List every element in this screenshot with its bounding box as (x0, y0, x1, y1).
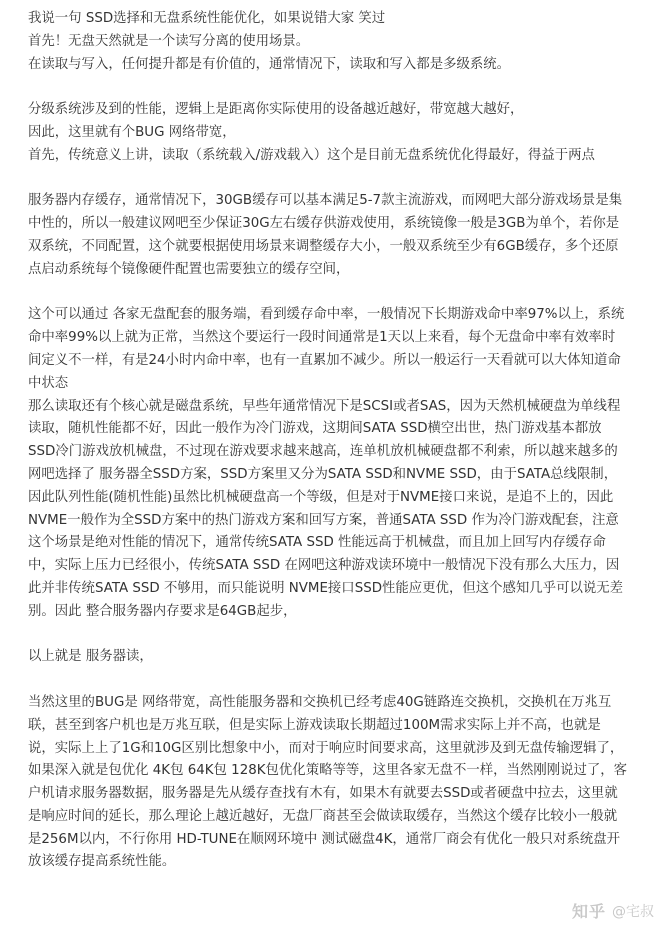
text-line: 中，实际上压力已经很小，传统SATA SSD 在网吧这种游戏读环境中一般情况下没有那么大压力，因 (28, 558, 620, 574)
text-line: 这个场景是绝对性能的情况下，通常传统SATA SSD 性能远高于机械盘，而且加上回写内存缓存命 (28, 535, 606, 551)
text-line: 我说一句 SSD选择和无盘系统性能优化，如果说错大家 笑过 (28, 11, 386, 26)
text-line: 命中率99%以上就为正常，当然这个要运行一段时间通常是1天以上来看，每个无盘命中率有效率时 (28, 330, 616, 346)
text-line: 在读取与写入，任何提升都是有价值的，通常情况下，读取和写入都是多级系统。 (28, 56, 511, 72)
text-line: 首先！无盘天然就是一个读写分离的使用场景。 (28, 33, 310, 49)
paragraph (28, 692, 653, 874)
text-line: 读取，随机性能都不好，因此一般作为冷门游戏，这期间SATA SSD横空出世，热门游戏基本都放 (28, 421, 602, 437)
text-line: 服务器内存缓存，通常情况下，30GB缓存可以基本满足5-7款主流游戏，而网吧大部分游戏场景是集 (28, 193, 623, 209)
paragraph-gap (28, 669, 653, 692)
zhihu-watermark (572, 899, 654, 922)
text-line: NVME一般作为全SSD方案中的热门游戏方案和回写方案，普通SATA SSD 作为冷门游戏配套，注意 (28, 512, 619, 528)
text-line: 说，实际上上了1G和10G区别比想象中小，而对于响应时间要求高，这里就涉及到无盘传输逻辑了， (28, 740, 624, 756)
text-line: 网吧选择了 服务器全SSD方案，SSD方案里又分为SATA SSD和NVME SSD，由于SATA总线限制， (28, 466, 618, 482)
text-line: 以上就是 服务器读， (28, 649, 153, 665)
text-line: 户机请求服务器数据，服务器是先从缓存查找有木有，如果木有就要去SSD或者硬盘中拉去，这里就 (28, 786, 618, 802)
text-line: 联，甚至到客户机也是万兆互联，但是实际上游戏读取长期超过100M需求实际上并不高，也就是 (28, 717, 601, 733)
text-line: 点启动系统每个镜像硬件配置也需要独立的缓存空间， (28, 261, 350, 277)
paragraph-gap (28, 282, 653, 305)
text-line: 首先，传统意义上讲，读取（系统载入/游戏载入）这个是目前无盘系统优化得最好，得益于两点 (28, 147, 595, 163)
text-line: 此并非传统SATA SSD 不够用，而只能说明 NVME接口SSD性能应更优，但这个感知几乎可以说无差 (28, 580, 624, 596)
paragraph (28, 646, 653, 669)
paragraph-gap (28, 76, 653, 99)
text-line: 因此，这里就有个BUG 网络带宽， (28, 124, 236, 140)
text-line: 中性的，所以一般建议网吧至少保证30G左右缓存供游戏使用，系统镜像一般是3GB为单个，若你是 (28, 216, 620, 232)
text-line: 分级系统涉及到的性能，逻辑上是距离你实际使用的设备越近越好，带宽越大越好， (28, 102, 524, 118)
watermark-username: @宅叔 (612, 903, 654, 920)
paragraph (28, 304, 653, 623)
text-line: SSD冷门游戏放机械盘，不过现在游戏要求越来越高，连单机放机械硬盘都不利索，所以越来越多的 (28, 444, 618, 460)
article-body (28, 8, 653, 874)
text-line: 因此队列性能(随机性能)虽然比机械硬盘高一个等级，但是对于NVME接口来说，是追不上的，因此 (28, 489, 614, 505)
text-line: 中状态 (28, 375, 69, 391)
text-line: 当然这里的BUG是 网络带宽，高性能服务器和交换机已经考虑40G链路连交换机，交换机在万兆互 (28, 694, 612, 710)
zhihu-logo: 知乎 (571, 902, 606, 921)
text-line: 是响应时间的延长，那么理论上越近越好，无盘厂商甚至会做读取缓存，当然这个缓存比较小一般就 (28, 808, 618, 824)
text-line: 别。因此 整合服务器内存要求是64GB起步， (28, 603, 297, 619)
paragraph (28, 8, 653, 76)
text-line: 这个可以通过 各家无盘配套的服务端，看到缓存命中率，一般情况下长期游戏命中率97%以上，系统 (28, 307, 625, 323)
paragraph-gap (28, 624, 653, 647)
text-line: 放该缓存提高系统性能。 (28, 854, 176, 870)
text-line: 如果深入就是包优化 4K包 64K包 128K包优化策略等等，这里各家无盘不一样，当然刚刚说过了，客 (28, 763, 628, 779)
paragraph-gap (28, 168, 653, 191)
paragraph (28, 99, 653, 167)
text-line: 间定义不一样，有是24小时内命中率，也有一直累加不减少。所以一般运行一天看就可以大体知道命 (28, 352, 621, 368)
paragraph (28, 190, 653, 281)
text-line: 是256M以内，不行你用 HD-TUNE在顺网环境中 测试磁盘4K，通常厂商会有优化一般只对系统盘开 (28, 831, 621, 847)
text-line: 那么读取还有个核心就是磁盘系统，早些年通常情况下是SCSI或者SAS，因为天然机械硬盘为单线程 (28, 398, 621, 414)
text-line: 双系统，不同配置，这个就要根据使用场景来调整缓存大小，一般双系统至少有6GB缓存，多个还原 (28, 238, 619, 254)
